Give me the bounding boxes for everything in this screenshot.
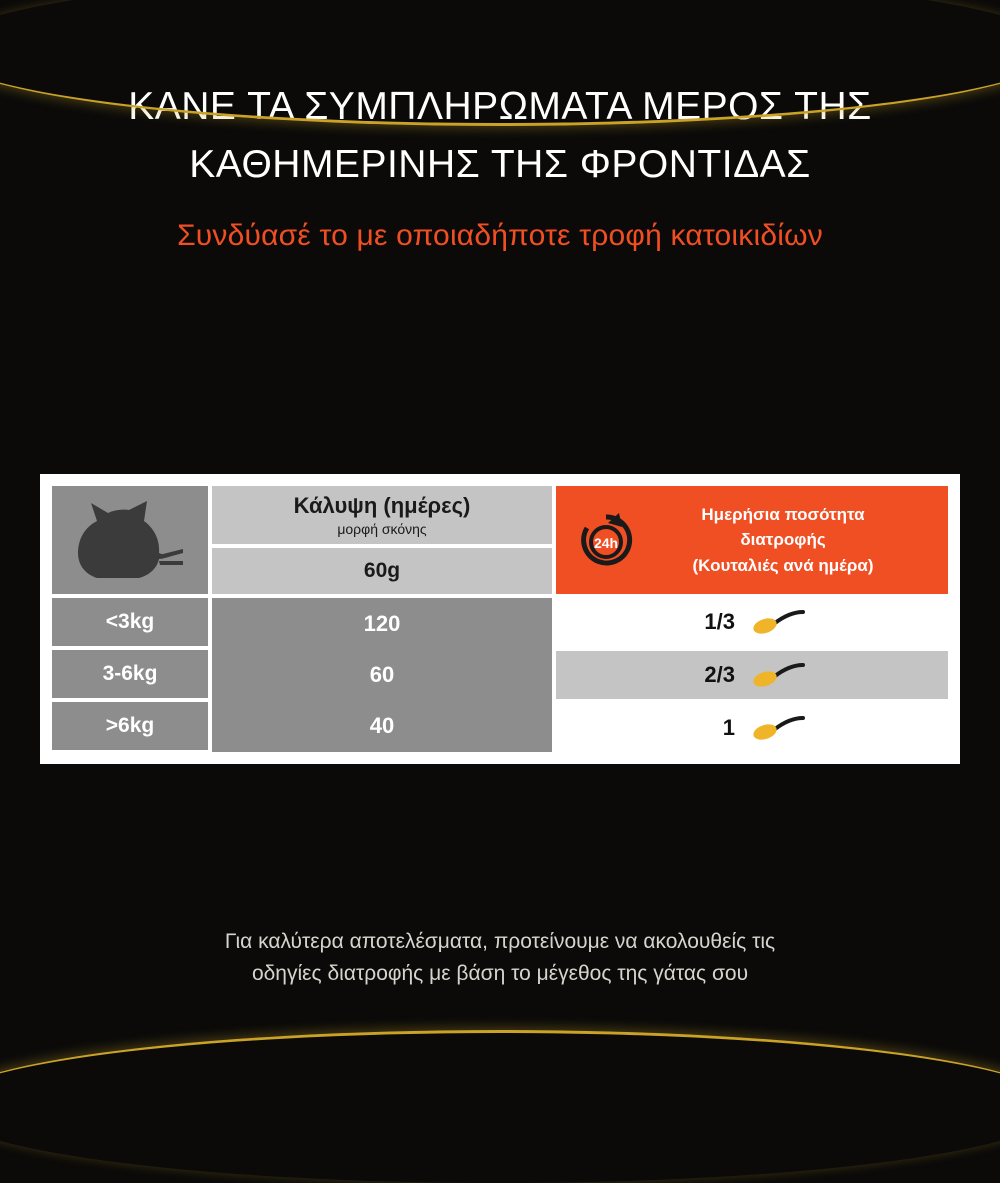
- weight-row-3: >6kg: [52, 702, 208, 750]
- headline-line-2: ΚΑΘΗΜΕΡΙΝΗΣ ΤΗΣ ΦΡΟΝΤΙΔΑΣ: [189, 142, 811, 186]
- spoon-icon: [749, 609, 807, 635]
- daily-amount-column: [556, 486, 948, 752]
- coverage-header: [212, 486, 552, 544]
- cat-icon: [71, 499, 189, 581]
- weight-rows: [52, 598, 208, 750]
- footnote-line-2: οδηγίες διατροφής με βάση το μέγεθος της γάτας σου: [251, 961, 749, 985]
- coverage-value-2: 60: [369, 661, 395, 687]
- daily-amount-row-3: [556, 703, 948, 752]
- weight-row-2: 3-6kg: [52, 650, 208, 698]
- footnote: [80, 926, 920, 989]
- daily-amount-row-2: [556, 651, 948, 700]
- spoon-icon: [749, 715, 807, 741]
- daily-amount-rows: [556, 598, 948, 752]
- daily-amount-title-line-1: Ημερήσια ποσότητα: [701, 504, 865, 524]
- daily-amount-header: [556, 486, 948, 594]
- coverage-subtitle: μορφή σκόνης: [337, 521, 427, 537]
- weight-row-1: <3kg: [52, 598, 208, 646]
- daily-amount-title: [642, 502, 934, 579]
- coverage-value-1: 120: [363, 610, 401, 636]
- spoon-icon: [749, 662, 807, 688]
- coverage-pack-size: 60g: [212, 548, 552, 594]
- subheadline: Συνδύασέ το με οποιαδήποτε τροφή κατοικιδίων: [177, 219, 823, 253]
- daily-amount-title-line-2: διατροφής: [740, 530, 826, 550]
- headline-line-1: ΚΑΝΕ ΤΑ ΣΥΜΠΛΗΡΩΜΑΤΑ ΜΕΡΟΣ ΤΗΣ: [128, 85, 872, 128]
- cat-icon-cell: [52, 486, 208, 594]
- svg-text:24h: 24h: [593, 535, 619, 551]
- coverage-value-3: 40: [369, 713, 395, 739]
- clock-24h-icon: [570, 509, 642, 571]
- daily-amount-row-1: [556, 598, 948, 647]
- feeding-guide-table: [40, 474, 960, 764]
- poster-page: [0, 78, 1000, 1078]
- daily-amount-value-1: 1/3: [704, 609, 735, 635]
- footnote-line-1: Για καλύτερα αποτελέσματα, προτείνουμε να ακολουθείς τις: [224, 930, 776, 953]
- daily-amount-title-line-3: (Κουταλιές ανά ημέρα): [692, 555, 874, 575]
- headline: [40, 78, 960, 193]
- coverage-values: [212, 598, 552, 752]
- coverage-title: Κάλυψη (ημέρες): [293, 493, 471, 518]
- coverage-column: [212, 486, 552, 752]
- daily-amount-value-3: 1: [722, 714, 735, 740]
- weight-column: [52, 486, 208, 752]
- gold-arc-bottom-decoration: [0, 1030, 1000, 1183]
- daily-amount-value-2: 2/3: [704, 662, 735, 687]
